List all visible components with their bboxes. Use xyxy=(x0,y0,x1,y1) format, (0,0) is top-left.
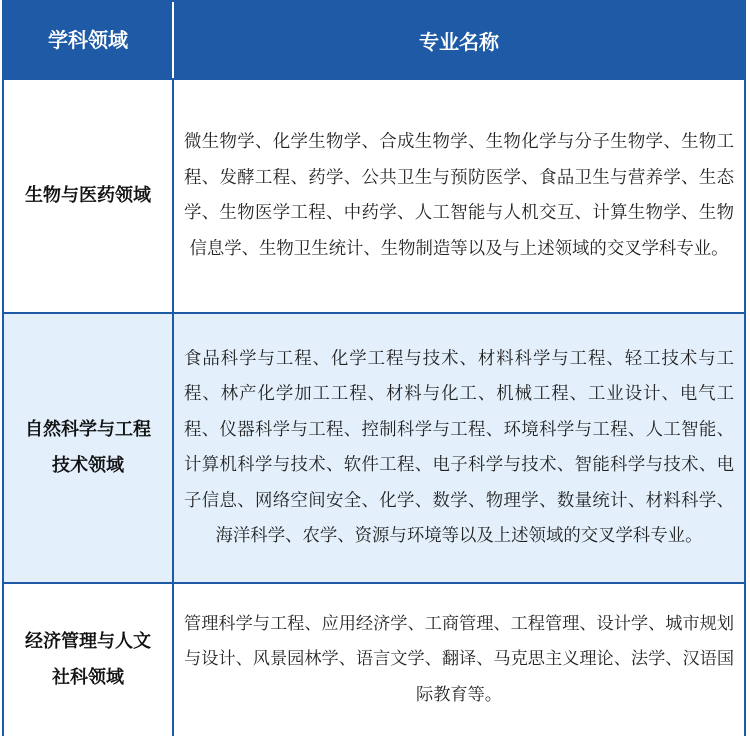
majors-text: 管理科学与工程、应用经济学、工商管理、工程管理、设计学、城市规划与设计、风景园林学、语言文学、翻译、马克思主义理论、法学、汉语国际教育等。 xyxy=(184,613,735,705)
majors-cell xyxy=(174,584,744,736)
table-header xyxy=(4,2,744,78)
discipline-table xyxy=(2,0,746,736)
field-label: 经济管理与人文社科领域 xyxy=(25,631,151,688)
field-cell xyxy=(4,584,174,736)
field-cell xyxy=(4,80,174,312)
field-cell xyxy=(4,314,174,582)
majors-cell xyxy=(174,80,744,312)
header-majors-column: 专业名称 xyxy=(419,29,499,54)
field-label: 自然科学与工程技术领域 xyxy=(25,419,151,476)
table-row xyxy=(4,78,744,312)
majors-cell xyxy=(174,314,744,582)
majors-text: 食品科学与工程、化学工程与技术、材料科学与工程、轻工技术与工程、林产化学加工工程、材料与化工、机械工程、工业设计、电气工程、仪器科学与工程、控制科学与工程、环境科学与工程、人工智能、计算机科学与技术、软件工程、电子科学与技术、智能科学与技术、电子信息、网络空间安全、化学、数学、物理学、数量统计、材料科学、海洋科学、农学、资源与环境等以及上述领域的交叉学科专业。 xyxy=(184,348,734,546)
majors-text: 微生物学、化学生物学、合成生物学、生物化学与分子生物学、生物工程、发酵工程、药学、公共卫生与预防医学、食品卫生与营养学、生态学、生物医学工程、中药学、人工智能与人机交互、计算生物学、生物信息学、生物卫生统计、生物制造等以及与上述领域的交叉学科专业。 xyxy=(184,132,734,259)
field-label: 生物与医药领域 xyxy=(25,185,151,206)
table-row xyxy=(4,312,744,582)
table-row xyxy=(4,582,744,736)
header-field-column: 学科领域 xyxy=(4,2,174,78)
